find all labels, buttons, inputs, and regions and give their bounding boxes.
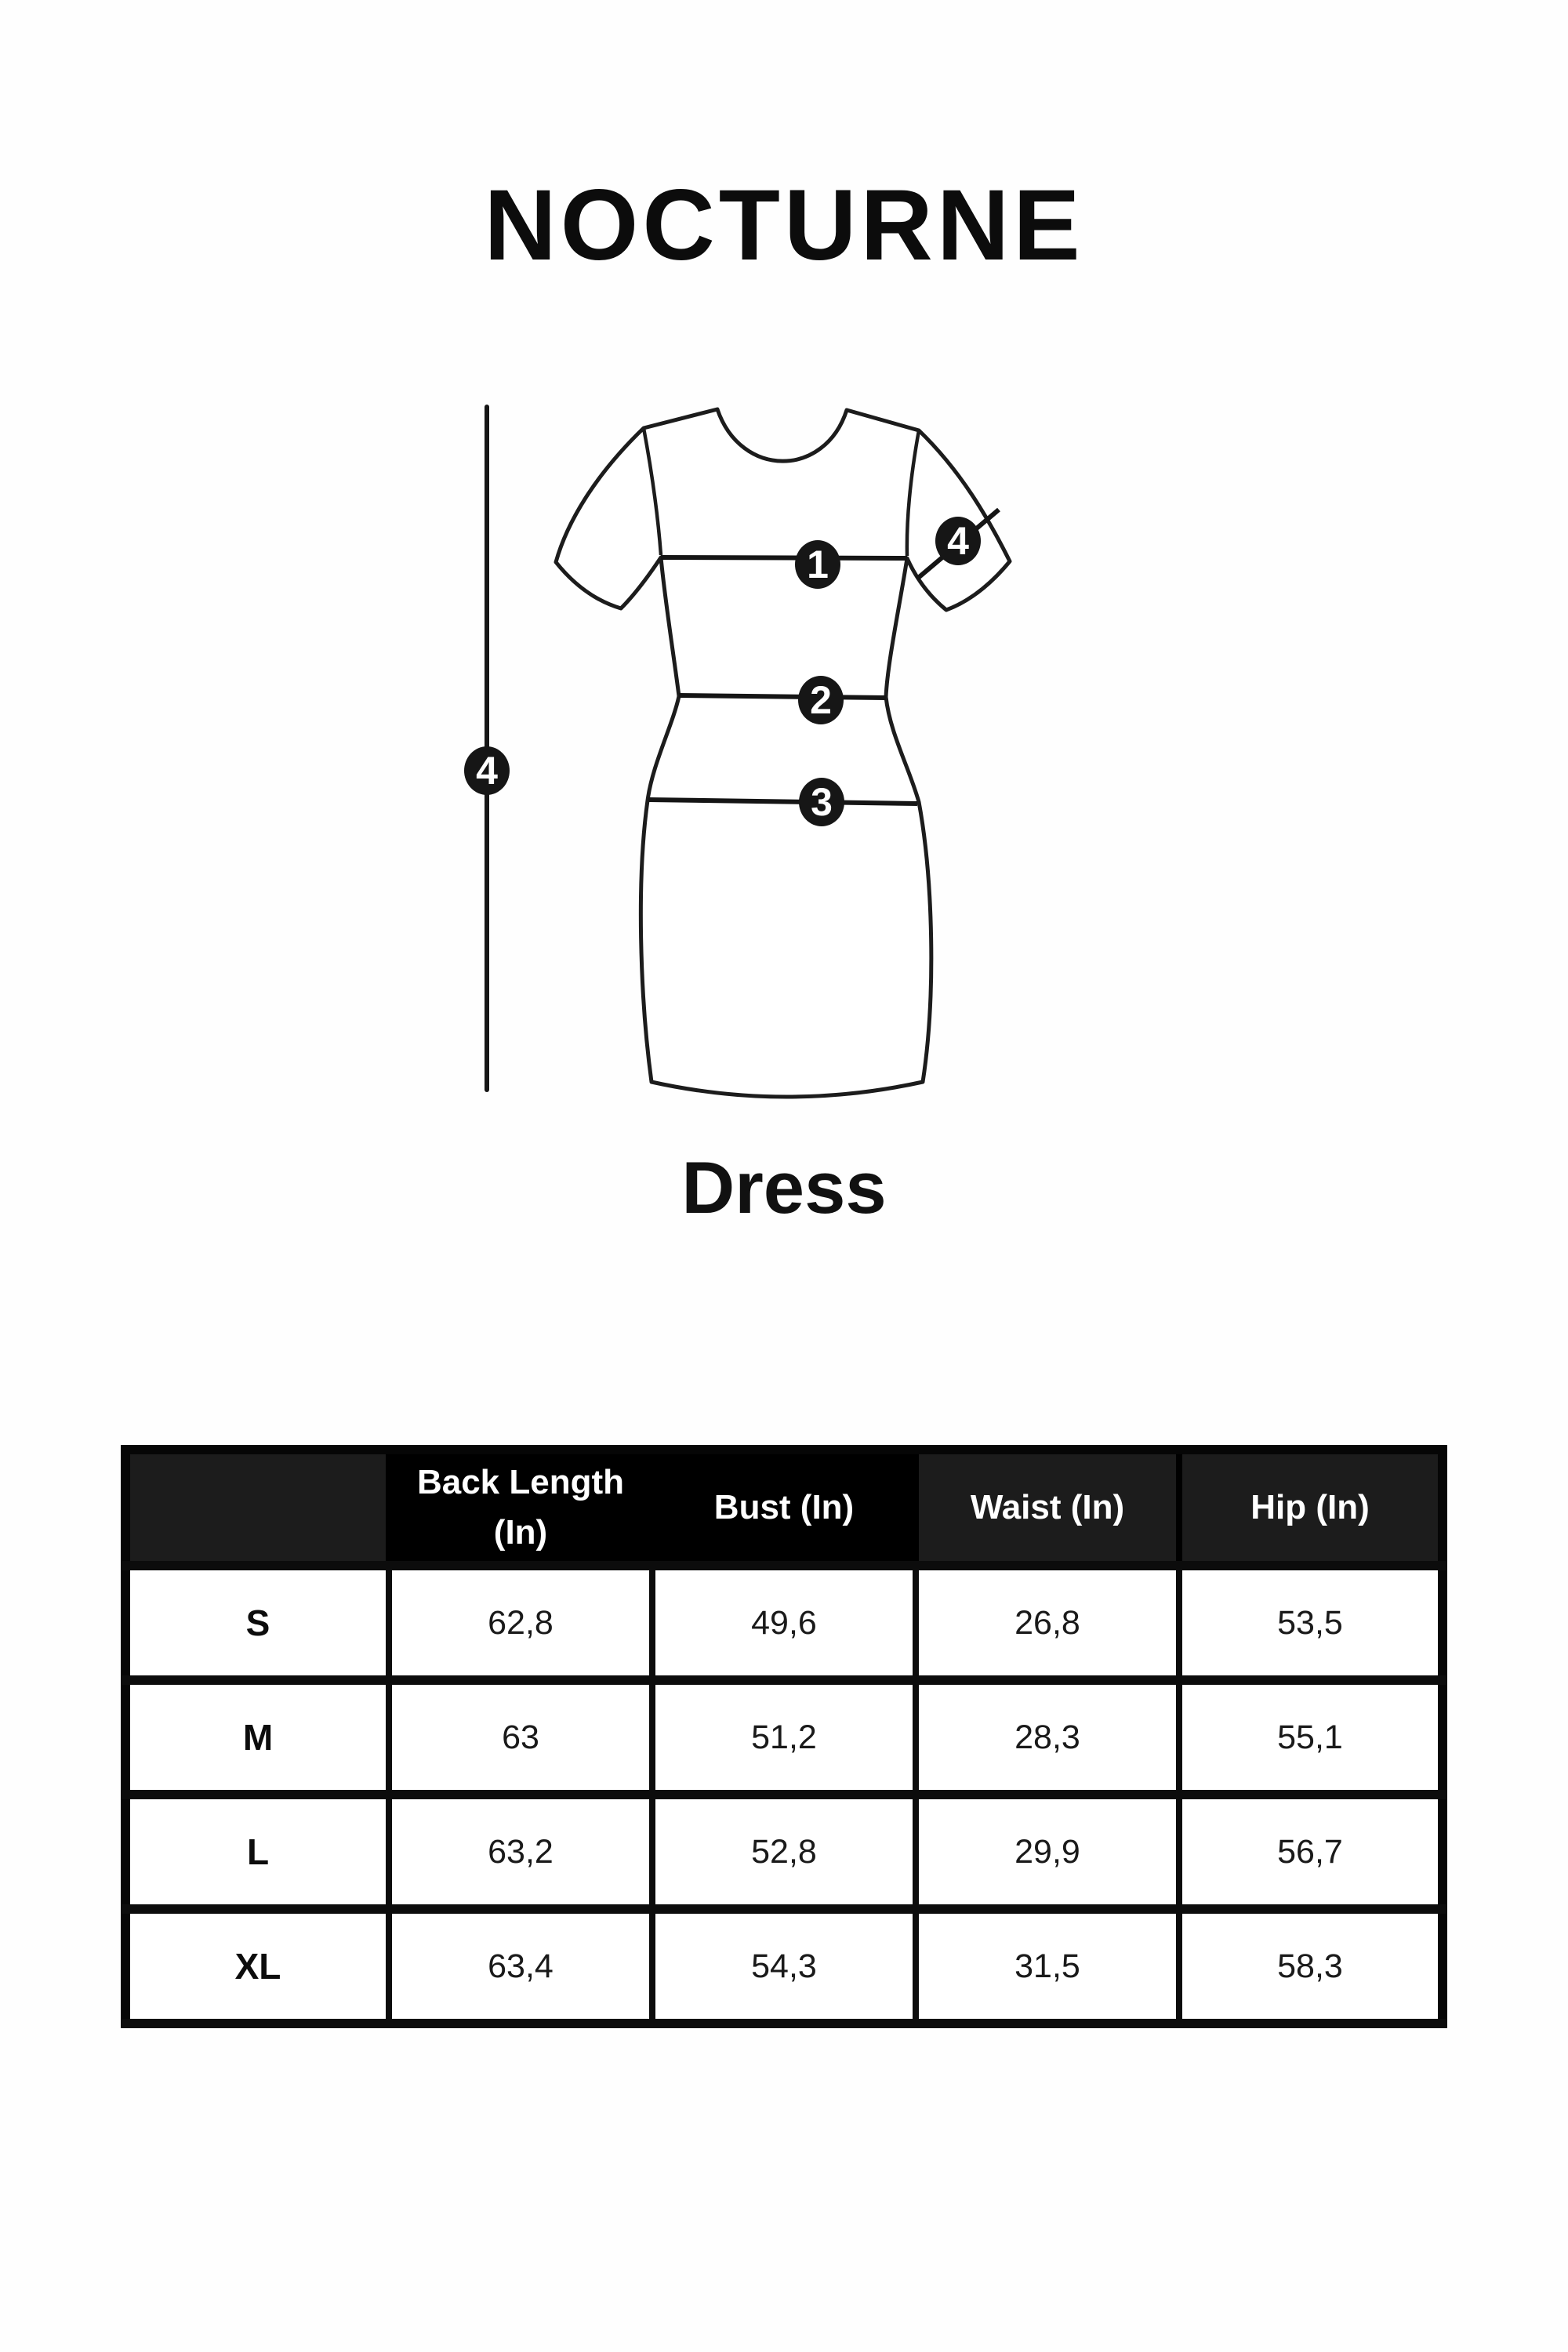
col-header-hip: Hip (In)	[1179, 1450, 1443, 1566]
back-length-value: 63,4	[389, 1909, 652, 2024]
waist-value: 28,3	[916, 1680, 1179, 1795]
col-header-back-length: Back Length (In)	[389, 1450, 652, 1566]
svg-text:4: 4	[476, 749, 498, 793]
waist-value: 31,5	[916, 1909, 1179, 2024]
table-row	[125, 1680, 1443, 1795]
bust-value: 51,2	[652, 1680, 916, 1795]
table-row	[125, 1566, 1443, 1680]
hip-value: 55,1	[1179, 1680, 1443, 1795]
size-label: M	[125, 1680, 389, 1795]
badge-waist	[798, 676, 844, 724]
back-length-value: 63	[389, 1680, 652, 1795]
table-row	[125, 1909, 1443, 2024]
waist-value: 29,9	[916, 1795, 1179, 1909]
brand-title: NOCTURNE	[484, 169, 1084, 281]
hip-value: 53,5	[1179, 1566, 1443, 1680]
back-length-value: 63,2	[389, 1795, 652, 1909]
waist-measure-line	[679, 695, 886, 698]
back-length-value: 62,8	[389, 1566, 652, 1680]
waist-value: 26,8	[916, 1566, 1179, 1680]
bust-value: 54,3	[652, 1909, 916, 2024]
bust-measure-line	[661, 557, 907, 558]
col-header-waist: Waist (In)	[916, 1450, 1179, 1566]
bust-value: 52,8	[652, 1795, 916, 1909]
bust-value: 49,6	[652, 1566, 916, 1680]
dress-outline	[556, 409, 1010, 1097]
hip-value: 56,7	[1179, 1795, 1443, 1909]
size-label: XL	[125, 1909, 389, 2024]
badge-hip	[799, 778, 844, 826]
col-header-bust: Bust (In)	[652, 1450, 916, 1566]
badge-sleeve	[935, 517, 981, 565]
hip-value: 58,3	[1179, 1909, 1443, 2024]
svg-text:1: 1	[807, 543, 829, 586]
col-header-size	[125, 1450, 389, 1566]
size-label: S	[125, 1566, 389, 1680]
size-label: L	[125, 1795, 389, 1909]
garment-caption: Dress	[681, 1146, 887, 1229]
table-header-row	[125, 1450, 1443, 1566]
table-row	[125, 1795, 1443, 1909]
svg-text:2: 2	[810, 678, 832, 722]
svg-text:4: 4	[947, 519, 969, 563]
dress-measurement-diagram	[439, 368, 1035, 1113]
badge-back-length	[464, 746, 510, 795]
badge-bust	[795, 540, 840, 589]
svg-text:3: 3	[811, 780, 833, 824]
size-table	[121, 1445, 1447, 2028]
